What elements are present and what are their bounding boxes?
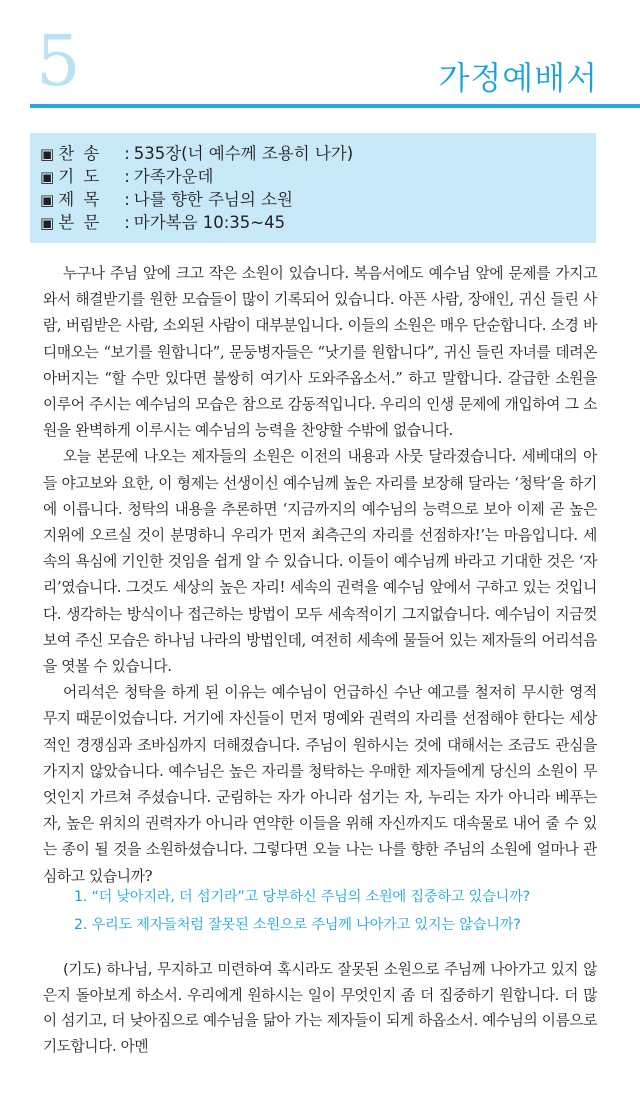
info-row-title xyxy=(40,188,293,212)
closing-prayer xyxy=(43,957,597,1059)
info-separator: : xyxy=(124,190,130,209)
header-rule xyxy=(30,104,640,108)
info-label: 찬 송 xyxy=(58,144,102,163)
info-value: 마가복음 10:35~45 xyxy=(133,213,286,232)
question-item: 1. “더 낮아지라, 더 섬기라”고 당부하신 주님의 소원에 집중하고 있습니까? xyxy=(74,889,531,905)
info-label: 본 문 xyxy=(58,213,102,232)
body-paragraph: 오늘 본문에 나오는 제자들의 소원은 이전의 내용과 사뭇 달라졌습니다. 세베대의 아들 야고보와 요한, 이 형제는 선생이신 예수님께 높은 자리를 보장해 달라는 ‘청탁’을 하기에 이릅니다. 청탁의 내용을 추론하면 ‘지금까지의 예수님의 능력으로 보아 이제 곧 높은 지위에 오르실 것이 분명하니 우리가 먼저 최측근의 자리를 선점하자!’는 마음입니다. 세속의 욕심에 기인한 것임을 쉽게 알 수 있습니다. 이들이 예수님께 바라고 기대한 것은 ‘자리’였습니다. 그것도 세상의 높은 자리! 세속의 권력을 예수님 앞에서 구하고 있는 것입니다. 생각하는 방식이나 접근하는 방법이 모두 세속적이기 그지없습니다. 예수님이 지금껏 보여 주신 모습은 하나님 나라의 방법인데, 여전히 세속에 물들어 있는 제자들의 어리석음을 엿볼 수 있습니다. xyxy=(43,448,597,676)
info-label: 기 도 xyxy=(58,167,102,186)
info-value: 535장(너 예수께 조용히 나가) xyxy=(133,144,354,163)
info-label: 제 목 xyxy=(58,190,102,209)
worship-info-box xyxy=(30,133,596,243)
info-row-prayer xyxy=(40,165,213,189)
section-title: 가정예배서 xyxy=(438,59,598,97)
info-value: 나를 향한 주님의 소원 xyxy=(133,190,293,209)
prayer-text: (기도) 하나님, 무지하고 미련하여 혹시라도 잘못된 소원으로 주님께 나아가고 있지 않은지 돌아보게 하소서. 우리에게 원하시는 일이 무엇인지 좀 더 집중하기 원합니다. 더 많이 섬기고, 더 낮아짐으로 예수님을 닮아 가는 제자들이 되게 하옵소서. 예수님의 이름으로 기도합니다. 아멘 xyxy=(43,961,597,1055)
page-header xyxy=(0,0,640,112)
day-number: 5 xyxy=(36,20,81,102)
info-row-scripture xyxy=(40,211,285,235)
body-paragraph: 누구나 주님 앞에 크고 작은 소원이 있습니다. 복음서에도 예수님 앞에 문제를 가지고 와서 해결받기를 원한 모습들이 많이 기록되어 있습니다. 아픈 사람, 장애인, 귀신 들린 사람, 버림받은 사람, 소외된 사람이 대부분입니다. 이들의 소원은 매우 단순합니다. 소경 바디매오는 “보기를 원합니다”, 문둥병자들은 “낫기를 원합니다”, 귀신 들린 자녀를 데려온 아버지는 “할 수만 있다면 불쌍히 여기사 도와주옵소서.” 하고 말합니다. 갈급한 소원을 이루어 주시는 예수님의 모습은 참으로 감동적입니다. 우리의 인생 문제에 개입하여 그 소원을 완벽하게 이루시는 예수님의 능력을 찬양할 수밖에 없습니다. xyxy=(43,265,597,440)
sermon-body xyxy=(43,261,597,890)
body-paragraph: 어리석은 청탁을 하게 된 이유는 예수님이 언급하신 수난 예고를 철저히 무시한 영적 무지 때문이었습니다. 거기에 자신들이 먼저 명예와 권력의 자리를 선점해야 한다는 세상적인 경쟁심과 조바심까지 더해졌습니다. 주님이 원하시는 것에 대해서는 조금도 관심을 가지지 않았습니다. 예수님은 높은 자리를 청탁하는 우매한 제자들에게 당신의 소원이 무엇인지 가르쳐 주셨습니다. 군림하는 자가 아니라 섬기는 자, 누리는 자가 아니라 베푸는 자, 높은 위치의 권력자가 아니라 연약한 이들을 위해 자신까지도 대속물로 내어 줄 수 있는 종이 될 것을 소원하셨습니다. 그렇다면 오늘 나는 나를 향한 주님의 소원에 얼마나 관심하고 있습니까? xyxy=(43,684,597,885)
reflection-questions xyxy=(74,883,614,939)
square-bullet-icon: ▣ xyxy=(40,214,55,232)
info-separator: : xyxy=(124,167,130,186)
info-separator: : xyxy=(124,213,130,232)
info-row-hymn xyxy=(40,142,353,166)
square-bullet-icon: ▣ xyxy=(40,145,55,163)
info-value: 가족가운데 xyxy=(133,167,214,186)
question-item: 2. 우리도 제자들처럼 잘못된 소원으로 주님께 나아가고 있지는 않습니까? xyxy=(74,917,521,933)
square-bullet-icon: ▣ xyxy=(40,168,55,186)
info-separator: : xyxy=(124,144,130,163)
square-bullet-icon: ▣ xyxy=(40,191,55,209)
